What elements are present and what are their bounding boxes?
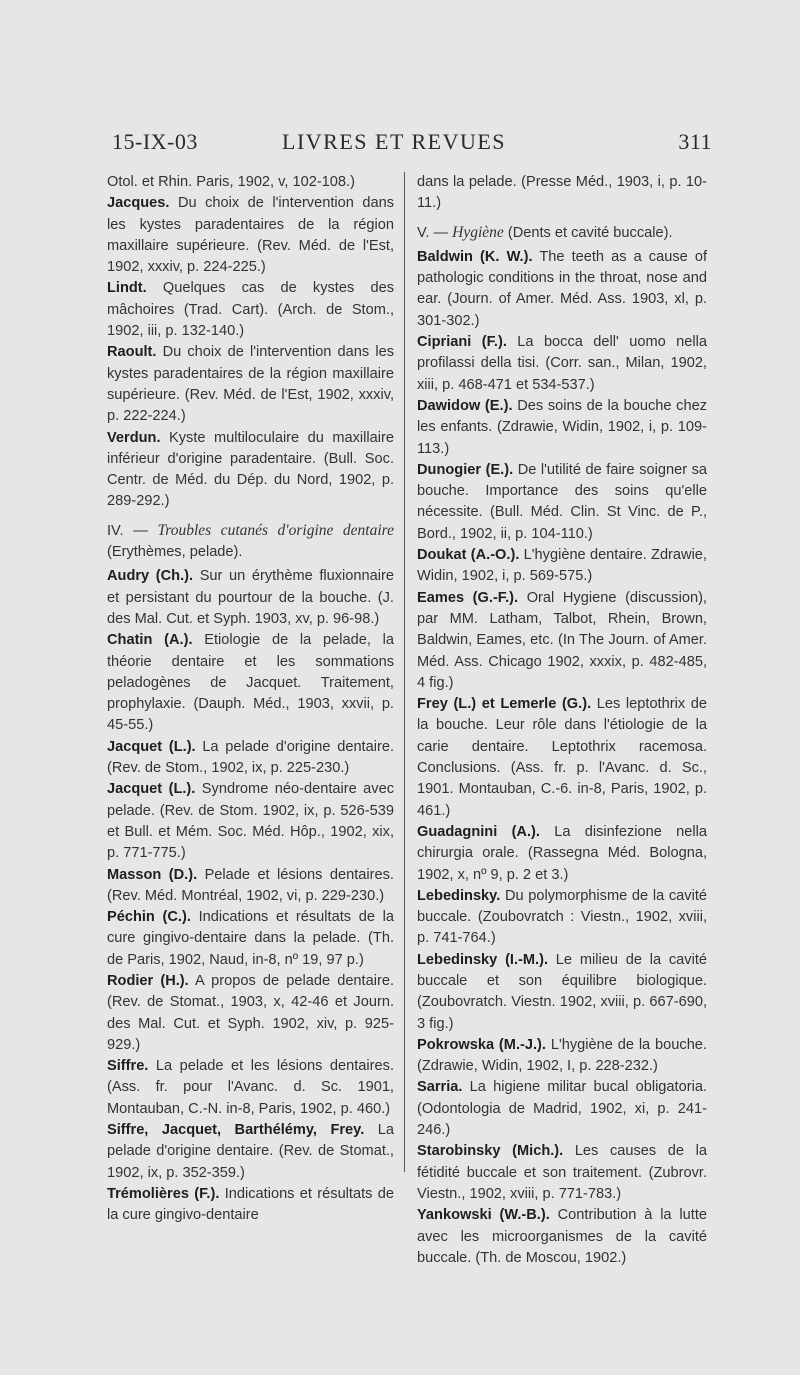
entry-text: The teeth as a cause of pathologic conditions in the throat, nose and ear. (Journ. of Amer. Méd. Ass. 1903, xl, p. 301-302.): [417, 248, 707, 329]
entry-text: Les causes de la fétidité buccale et son traitement. (Zubrovr. Viestn., 1902, xviii, p. 771-783.): [417, 1143, 707, 1202]
entry-text: De l'utilité de faire soigner sa bouche. Importance des soins qu'elle nécessite. (Bull. Méd. Clin. St Vinc. de P., Bord., 1902, ii, p. 104-110.): [417, 461, 708, 542]
entry-author: Guadagnini (A.).: [417, 823, 540, 840]
entry-author: Pokrowska (M.-J.).: [417, 1036, 546, 1053]
entry-author: Lindt.: [107, 280, 147, 297]
entry-text: Des soins de la bouche chez les enfants. (Zdrawie, Widin, 1902, i, p. 109-113.): [417, 397, 707, 457]
section-title: Troubles cutanés d'origine dentaire: [157, 521, 394, 539]
entry-author: Cipriani (F.).: [417, 334, 507, 351]
bibliography-entry: [107, 630, 394, 736]
bibliography-entry: [107, 779, 394, 864]
bibliography-entry: [417, 588, 707, 694]
entry-text: Syndrome néo-dentaire avec pelade. (Rev. de Stom. 1902, ix, p. 526-539 et Bull. et Mém. Soc. Méd. Hôp., 1902, xix, p. 771-775.): [107, 781, 395, 862]
bibliography-entry: [107, 342, 394, 427]
issue-date: 15-IX-03: [112, 129, 198, 154]
column-divider: [404, 172, 405, 1172]
entry-author: Sarria.: [417, 1079, 463, 1096]
entry-author: Péchin (C.).: [107, 909, 191, 926]
bibliography-entry: [107, 971, 394, 1056]
bibliography-entry: [107, 1184, 394, 1227]
bibliography-entry: [107, 1056, 394, 1120]
entry-text: A propos de pelade dentaire. (Rev. de Stomat., 1903, x, 42-46 et Journ. des Mal. Cut. et Syph. 1902, xiv, p. 925-929.): [107, 972, 394, 1053]
entry-author: Verdun.: [107, 429, 161, 446]
entry-author: Lebedinsky.: [417, 887, 501, 904]
entry-author: Siffre, Jacquet, Barthélémy, Frey.: [107, 1122, 365, 1139]
section-subtitle: (Dents et cavité buccale).: [503, 224, 673, 241]
entry-author: Baldwin (K. W.).: [417, 248, 533, 265]
bibliography-entry: [107, 737, 394, 780]
entry-text: Le milieu de la cavité buccale et son équilibre biologique. (Zoubovratch. Viestn. 1902, xviii, p. 667-690, 3 fig.): [417, 951, 707, 1032]
entry-text: Sur un érythème fluxionnaire et persistant du pourtour de la bouche. (J. des Mal. Cut. et Syph. 1903, xv, p. 96-98.): [107, 568, 394, 627]
entry-author: Rodier (H.).: [107, 972, 189, 989]
entry-text: Indications et résultats de la cure gingivo-dentaire: [107, 1185, 394, 1224]
entry-text: La pelade d'origine dentaire. (Rev. de Stomat., 1902, ix, p. 352-359.): [107, 1122, 394, 1181]
entry-author: Eames (G.-F.).: [417, 589, 519, 606]
entry-author: Frey (L.) et Lemerle (G.).: [417, 696, 592, 713]
left-column: [107, 172, 394, 1227]
bibliography-entry: [417, 460, 707, 545]
section-title: LIVRES ET REVUES: [282, 129, 507, 154]
entry-text: Du choix de l'intervention dans les kystes paradentaires de la région maxillaire supérieure. (Rev. Méd. de l'Est, 1902, xxxiv, p. 224-225.): [107, 195, 394, 276]
section-prefix: IV. —: [107, 522, 158, 539]
entry-text: Otol. et Rhin. Paris, 1902, v, 102-108.): [107, 174, 355, 190]
bibliography-entry: [107, 1120, 394, 1184]
page-number: 311: [678, 129, 712, 154]
entry-author: Jacques.: [107, 195, 170, 212]
bibliography-entry: [417, 1035, 707, 1078]
entry-text: La pelade d'origine dentaire. (Rev. de Stom., 1902, ix, p. 225-230.): [107, 738, 395, 777]
bibliography-entry: [107, 566, 394, 630]
entry-text: La bocca dell' uomo nella profilassi della tisi. (Corr. san., Milan, 1902, xiii, p. 468-471 et 534-537.): [417, 334, 707, 393]
entry-text: Oral Hygiene (discussion), par MM. Latham, Talbot, Rhein, Brown, Baldwin, Eames, etc. (In The Journ. of Amer. Méd. Ass. Chicago 1902, xxxix, p. 482-485, 4 fig.): [417, 589, 707, 691]
entry-text: Indications et résultats de la cure gingivo-dentaire dans la pelade. (Th. de Paris, 1902, Naud, in-8, nº 19, 97 p.): [107, 909, 394, 968]
bibliography-entry: [107, 172, 394, 193]
section-heading: [417, 222, 707, 244]
bibliography-entry: [107, 907, 394, 971]
bibliography-entry: [417, 1205, 707, 1269]
entry-author: Jacquet (L.).: [107, 738, 196, 755]
entry-text: Du polymorphisme de la cavité buccale. (Zoubovratch : Viestn., 1902, xviii, p. 741-764.): [417, 887, 707, 947]
bibliography-entry: [417, 950, 707, 1035]
section-prefix: V. —: [417, 224, 453, 241]
bibliography-entry: [417, 1141, 707, 1205]
entry-author: Chatin (A.).: [107, 632, 193, 649]
section-title: Hygiène: [452, 223, 504, 241]
bibliography-entry: [417, 396, 707, 460]
entry-author: Dawidow (E.).: [417, 397, 513, 414]
bibliography-entry: [107, 278, 394, 342]
entry-text: Kyste multiloculaire du maxillaire inférieur d'origine paradentaire. (Bull. Soc. Centr. de Méd. du Dép. du Nord, 1902, p. 289-292.): [107, 429, 394, 510]
entry-author: Dunogier (E.).: [417, 461, 514, 478]
entry-text: Contribution à la lutte avec les microorganismes de la cavité buccale. (Th. de Moscou, 1902.): [417, 1207, 708, 1266]
entry-text: Du choix de l'intervention dans les kystes paradentaires de la région maxillaire supérieure. (Rev. Méd. de l'Est, 1902, xxxiv, p. 222-224.): [107, 344, 394, 425]
running-head: [112, 129, 712, 161]
bibliography-entry: [417, 822, 707, 886]
bibliography-entry: [417, 694, 707, 822]
entry-text: dans la pelade. (Presse Méd., 1903, i, p. 10-11.): [417, 174, 707, 212]
entry-text: Les leptothrix de la bouche. Leur rôle dans l'étiologie de la carie dentaire. Leptothrix racemosa. Conclusions. (Ass. fr. p. l'Avanc. d. Sc., 1901. Montauban, C.-6. in-8, Paris, 1902, p. 461.): [417, 696, 707, 819]
bibliography-entry: [417, 886, 707, 950]
section-heading: [107, 520, 394, 564]
entry-text: Pelade et lésions dentaires. (Rev. Méd. Montréal, 1902, vi, p. 229-230.): [107, 866, 394, 904]
section-subtitle: (Erythèmes, pelade).: [107, 544, 243, 561]
entry-author: Starobinsky (Mich.).: [417, 1143, 564, 1160]
entry-text: La pelade et les lésions dentaires. (Ass. fr. pour l'Avanc. d. Sc. 1901, Montauban, C.-N. in-8, Paris, 1902, p. 460.): [107, 1058, 394, 1117]
bibliography-entry: [107, 428, 394, 513]
right-column: [417, 172, 707, 1269]
entry-text: Quelques cas de kystes des mâchoires (Trad. Cart). (Arch. de Stom., 1902, iii, p. 132-140.): [107, 280, 394, 340]
entry-text: L'hygiène dentaire. Zdrawie, Widin, 1902, i, p. 569-575.): [417, 547, 707, 585]
entry-author: Jacquet (L.).: [107, 781, 196, 798]
entry-text: La disinfezione nella chirurgia orale. (Rassegna Méd. Bologna, 1902, x, nº 9, p. 2 et 3.): [417, 823, 707, 883]
bibliography-entry: [417, 1077, 707, 1141]
bibliography-entry: [417, 172, 707, 215]
entry-author: Siffre.: [107, 1058, 149, 1075]
entry-author: Lebedinsky (I.-M.).: [417, 951, 549, 968]
bibliography-entry: [417, 545, 707, 588]
entry-text: L'hygiène de la bouche. (Zdrawie, Widin, 1902, I, p. 228-232.): [417, 1036, 707, 1075]
bibliography-entry: [417, 332, 707, 396]
entry-text: La higiene militar bucal obligatoria. (Odontologia de Madrid, 1902, xi, p. 241-246.): [417, 1079, 707, 1139]
entry-author: Doukat (A.-O.).: [417, 547, 520, 564]
entry-author: Masson (D.).: [107, 866, 198, 883]
bibliography-entry: [107, 193, 394, 278]
entry-author: Audry (Ch.).: [107, 568, 194, 585]
entry-text: Etiologie de la pelade, la théorie dentaire et les sommations peladogènes de Jacquet. Traitement, prophylaxie. (Dauph. Méd., 1903, xxvii, p. 45-55.): [107, 632, 394, 734]
entry-author: Trémolières (F.).: [107, 1185, 220, 1202]
bibliography-entry: [107, 865, 394, 908]
bibliography-entry: [417, 247, 707, 332]
entry-author: Raoult.: [107, 344, 157, 361]
entry-author: Yankowski (W.-B.).: [417, 1207, 550, 1224]
